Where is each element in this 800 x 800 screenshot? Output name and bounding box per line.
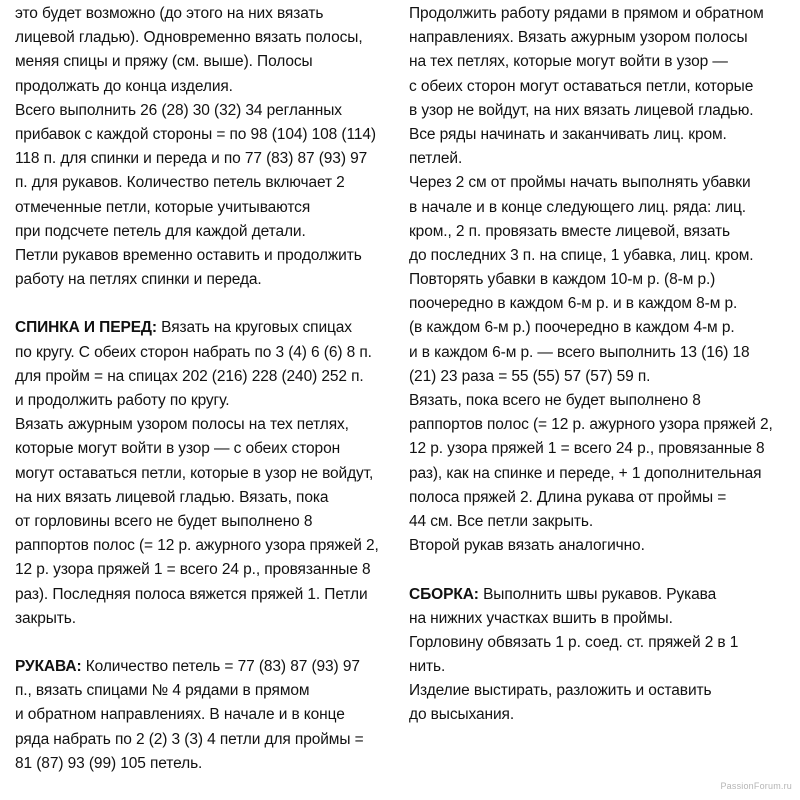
back-front-section xyxy=(15,316,400,630)
text-line: и в каждом 6-м р. — всего выполнить 13 (16) 18 xyxy=(409,343,750,361)
text-line: Всего выполнить 26 (28) 30 (32) 34 регланных xyxy=(15,101,342,119)
section-heading-sleeves: РУКАВА: xyxy=(15,658,82,676)
text-line: закрыть. xyxy=(15,609,76,627)
text-line: в узор не войдут, на них вязать лицевой гладью. xyxy=(409,101,754,119)
intro-paragraph xyxy=(15,2,400,292)
text-line: лицевой гладью). Одновременно вязать полосы, xyxy=(15,29,363,47)
watermark: PassionForum.ru xyxy=(720,780,792,791)
text-line: 12 р. узора пряжей 1 = всего 24 р., провязанные 8 xyxy=(409,440,765,458)
text-line: 81 (87) 93 (99) 105 петель. xyxy=(15,754,203,772)
right-column xyxy=(409,2,794,728)
text-line: нить. xyxy=(409,658,446,676)
paragraph-gap xyxy=(15,631,400,655)
text-line: Повторять убавки в каждом 10-м р. (8-м р.) xyxy=(409,271,716,289)
text-line: Второй рукав вязать аналогично. xyxy=(409,537,645,555)
text-line: п. для рукавов. Количество петель включает 2 xyxy=(15,174,345,192)
text-line: (в каждом 6-м р.) поочередно в каждом 4-м р. xyxy=(409,319,735,337)
text-line: и обратном направлениях. В начале и в конце xyxy=(15,706,345,724)
text-line: Петли рукавов временно оставить и продолжить xyxy=(15,246,362,264)
paragraph-gap xyxy=(409,558,794,582)
text-line: отмеченные петли, которые учитываются xyxy=(15,198,311,216)
text-line: и продолжить работу по кругу. xyxy=(15,392,230,409)
text-line: ряда набрать по 2 (2) 3 (3) 4 петли для проймы = xyxy=(15,730,364,748)
text-line: продолжать до конца изделия. xyxy=(15,77,233,95)
section-heading-assembly: СБОРКА: xyxy=(409,585,479,603)
text-run: Вязать на круговых спицах xyxy=(156,319,352,337)
section-first-line xyxy=(409,583,794,607)
text-line: Вязать, пока всего не будет выполнено 8 xyxy=(409,392,701,409)
sleeves-section xyxy=(15,655,400,776)
text-line: на тех петлях, которые могут войти в узор — xyxy=(409,53,728,71)
text-line: 44 см. Все петли закрыть. xyxy=(409,512,594,530)
text-line: могут оставаться петли, которые в узор не войдут, xyxy=(15,464,374,482)
text-line: кром., 2 п. провязать вместе лицевой, вязать xyxy=(409,222,731,240)
text-line: работу на петлях спинки и переда. xyxy=(15,271,262,289)
text-line: от горловины всего не будет выполнено 8 xyxy=(15,512,313,530)
paragraph-gap xyxy=(15,292,400,316)
section-first-line xyxy=(15,316,400,340)
text-line: это будет возможно (до этого на них вязать xyxy=(15,5,324,22)
text-line: до высыхания. xyxy=(409,706,515,724)
section-first-line xyxy=(15,655,400,679)
section-heading-back-front: СПИНКА И ПЕРЕД: xyxy=(15,319,157,337)
text-line: раз), как на спинке и переде, + 1 дополнительная xyxy=(409,464,762,482)
text-line: Вязать ажурным узором полосы на тех петлях, xyxy=(15,416,349,434)
text-line: Горловину обвязать 1 р. соед. ст. пряжей 2 в 1 xyxy=(409,633,739,651)
text-line: Через 2 см от проймы начать выполнять убавки xyxy=(409,174,751,192)
text-line: раз). Последняя полоса вяжется пряжей 1. Петли xyxy=(15,585,368,603)
text-line: поочередно в каждом 6-м р. и в каждом 8-м р. xyxy=(409,295,738,313)
text-line: петлей. xyxy=(409,150,463,168)
text-line: с обеих сторон могут оставаться петли, которые xyxy=(409,77,754,95)
text-line: 12 р. узора пряжей 1 = всего 24 р., провязанные 8 xyxy=(15,561,371,579)
text-line: на них вязать лицевой гладью. Вязать, пока xyxy=(15,488,329,506)
text-line: до последних 3 п. на спице, 1 убавка, лиц. кром. xyxy=(409,246,754,264)
text-run: Количество петель = 77 (83) 87 (93) 97 xyxy=(81,658,360,676)
left-column xyxy=(15,2,400,776)
text-line: которые могут войти в узор — с обеих сторон xyxy=(15,440,341,458)
text-line: Все ряды начинать и заканчивать лиц. кром. xyxy=(409,125,727,143)
text-line: п., вязать спицами № 4 рядами в прямом xyxy=(15,682,310,700)
text-line: 118 п. для спинки и переда и по 77 (83) 87 (93) 97 xyxy=(15,150,368,168)
text-line: раппортов полос (= 12 р. ажурного узора пряжей 2, xyxy=(409,416,773,434)
text-line: Изделие выстирать, разложить и оставить xyxy=(409,682,712,700)
text-run: Выполнить швы рукавов. Рукава xyxy=(478,585,717,603)
text-line: в начале и в конце следующего лиц. ряда: лиц. xyxy=(409,198,746,216)
text-line: полоса пряжей 2. Длина рукава от проймы = xyxy=(409,488,727,506)
sleeve-continued-paragraph xyxy=(409,2,794,558)
text-line: при подсчете петель для каждой детали. xyxy=(15,222,306,240)
text-line: по кругу. С обеих сторон набрать по 3 (4) 6 (6) 8 п. xyxy=(15,343,372,361)
text-line: направлениях. Вязать ажурным узором полосы xyxy=(409,29,748,47)
assembly-section xyxy=(409,583,794,728)
text-line: прибавок с каждой стороны = по 98 (104) 108 (114) xyxy=(15,125,376,143)
text-line: (21) 23 раза = 55 (55) 57 (57) 59 п. xyxy=(409,367,651,385)
text-line: на нижних участках вшить в проймы. xyxy=(409,609,673,627)
text-line: меняя спицы и пряжу (см. выше). Полосы xyxy=(15,53,313,71)
text-line: Продолжить работу рядами в прямом и обратном xyxy=(409,5,764,22)
text-line: раппортов полос (= 12 р. ажурного узора пряжей 2, xyxy=(15,537,379,555)
text-line: для пройм = на спицах 202 (216) 228 (240) 252 п. xyxy=(15,367,364,385)
